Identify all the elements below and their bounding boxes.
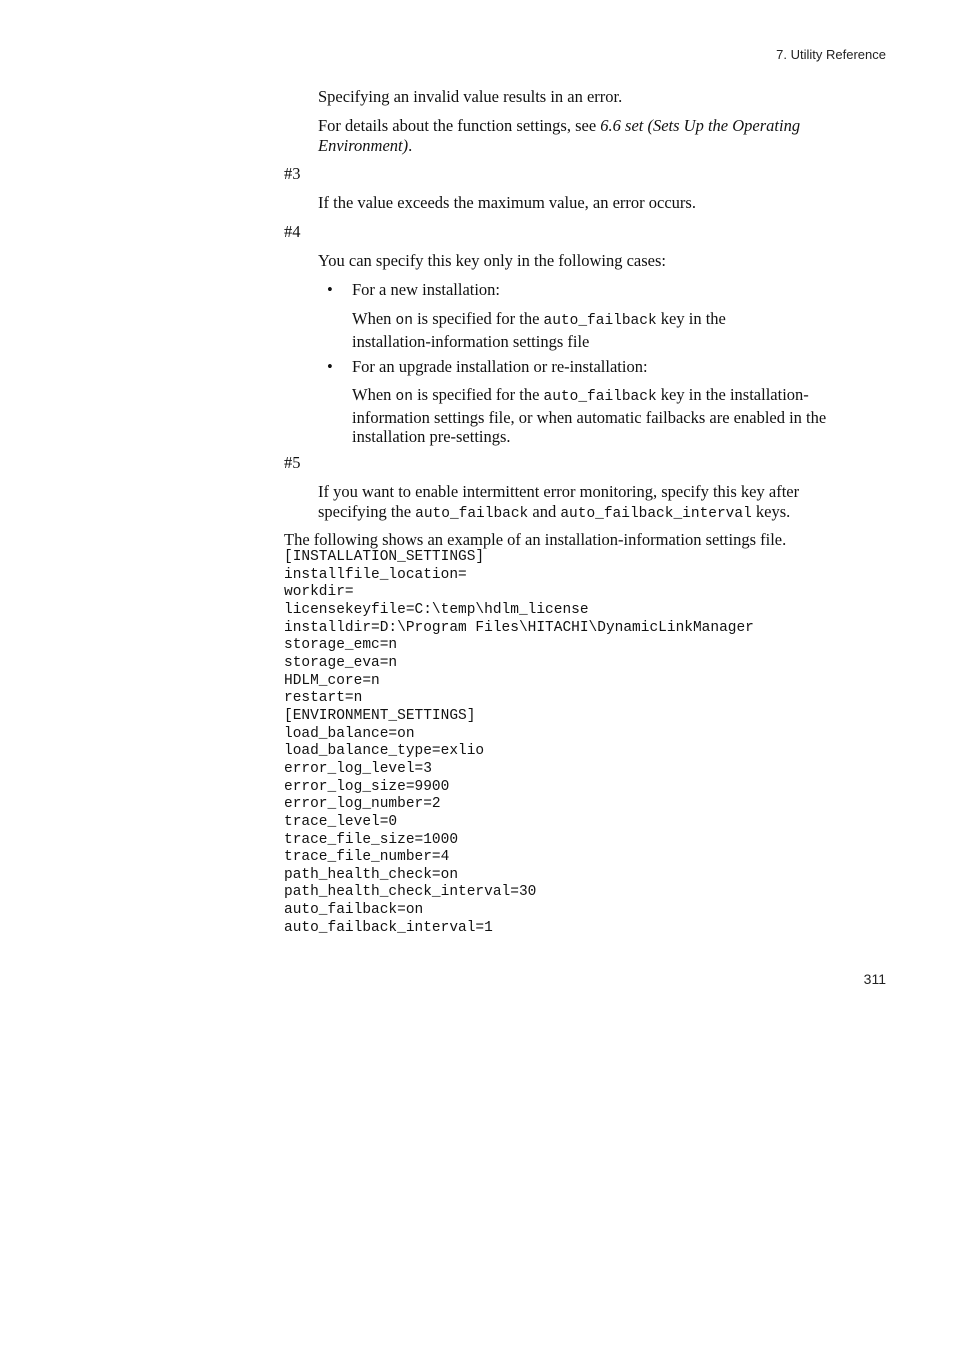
bullet-1-dot: • [327, 280, 333, 299]
bullet-1-end: key in the installation-information settings file [352, 309, 726, 351]
code-line: path_health_check=on [284, 866, 459, 883]
bullet-1-detail [352, 309, 772, 351]
bullet-2-key: auto_failback [543, 389, 657, 405]
code-line: HDLM_core=n [284, 672, 380, 689]
code-line: load_balance_type=exlio [284, 743, 485, 760]
note-3-marker: #3 [284, 164, 301, 183]
code-line: licensekeyfile=C:\temp\hdlm_license [284, 601, 589, 618]
details-paragraph [318, 116, 858, 155]
code-line: auto_failback=on [284, 902, 424, 919]
bullet-2-detail [352, 385, 844, 447]
note-4-text: You can specify this key only in the following cases: [318, 251, 666, 270]
code-line: installfile_location= [284, 566, 467, 583]
bullet-1-label: For a new installation: [352, 280, 501, 299]
code-line: load_balance=on [284, 725, 415, 742]
details-prefix: For details about the function settings, see [318, 116, 601, 135]
code-line: trace_file_size=1000 [284, 831, 459, 848]
code-line: auto_failback_interval=1 [284, 919, 493, 936]
note-5-prefix: If you want to enable intermittent error monitoring, specify this key after specifying the [318, 482, 800, 521]
code-line: storage_emc=n [284, 637, 398, 654]
cross-reference-link[interactable]: 6.6 set (Sets Up the Operating Environment) [318, 116, 801, 155]
code-line: storage_eva=n [284, 654, 398, 671]
bullet-2-mid: is specified for the [412, 385, 544, 404]
bullet-2-label: For an upgrade installation or re-installation: [352, 357, 648, 376]
code-line: installdir=D:\Program Files\HITACHI\DynamicLinkManager [284, 619, 754, 636]
bullet-2-on-value: on [395, 389, 413, 405]
code-line: error_log_size=9900 [284, 778, 450, 795]
bullet-1-mid: is specified for the [412, 309, 544, 328]
settings-file-example [284, 549, 754, 937]
code-line: trace_file_number=4 [284, 849, 450, 866]
code-line: restart=n [284, 690, 363, 707]
code-line: path_health_check_interval=30 [284, 884, 537, 901]
code-line: error_log_level=3 [284, 760, 432, 777]
running-header: 7. Utility Reference [776, 47, 886, 62]
code-line: [ENVIRONMENT_SETTINGS] [284, 707, 476, 724]
note-5-suffix: keys. [751, 501, 791, 521]
code-line: [INSTALLATION_SETTINGS] [284, 549, 485, 565]
bullet-1-key: auto_failback [543, 313, 657, 329]
note-3-text: If the value exceeds the maximum value, an error occurs. [318, 193, 696, 212]
example-intro: The following shows an example of an installation-information settings file. [284, 530, 787, 549]
note-5-marker: #5 [284, 453, 301, 472]
details-suffix: . [408, 135, 413, 155]
note-5-key-1: auto_failback [415, 505, 529, 522]
note-5-text [318, 482, 848, 524]
bullet-1-on-value: on [395, 313, 413, 329]
bullet-1-when: When [352, 309, 396, 328]
bullet-2-end: key in the installation-information settings file, or when automatic failbacks are enabled in the installation pre-settings. [352, 385, 827, 446]
bullet-2-when: When [352, 385, 396, 404]
invalid-value-paragraph: Specifying an invalid value results in an error. [318, 87, 623, 106]
note-5-key-2: auto_failback_interval [560, 505, 752, 522]
code-line: trace_level=0 [284, 813, 398, 830]
code-line: workdir= [284, 584, 354, 601]
note-5-and: and [528, 501, 561, 521]
note-4-marker: #4 [284, 222, 301, 241]
bullet-2-dot: • [327, 357, 333, 376]
code-line: error_log_number=2 [284, 796, 441, 813]
page-number: 311 [863, 971, 886, 987]
